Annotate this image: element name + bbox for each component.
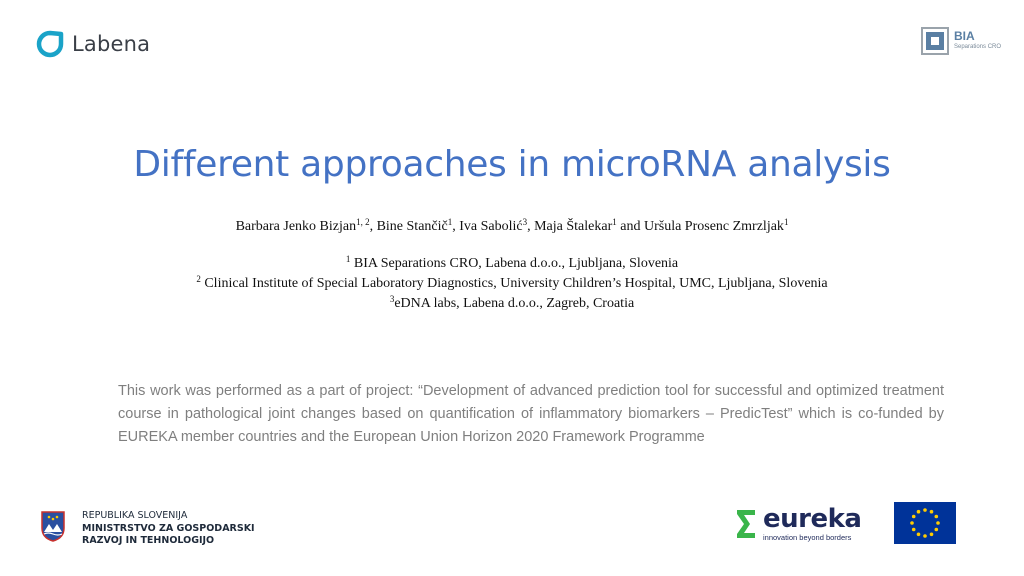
labena-logo-text: Labena — [72, 32, 151, 56]
labena-logo-icon — [36, 30, 64, 58]
affiliation-line — [0, 274, 1024, 294]
affiliation-line — [0, 254, 1024, 274]
affiliation-number: 3 — [389, 294, 395, 304]
author-separator: , — [452, 219, 460, 234]
ministry-line: MINISTRSTVO ZA GOSPODARSKI — [82, 522, 255, 534]
author-affiliation-mark: 3 — [522, 217, 528, 227]
author-separator: , — [527, 219, 535, 234]
affiliation-number: 1 — [345, 254, 351, 264]
eu-flag-icon — [894, 502, 956, 544]
author-affiliation-mark: 1, 2 — [356, 217, 370, 227]
page-title: Different approaches in microRNA analysis — [133, 144, 891, 185]
ministry-logo — [40, 510, 255, 548]
ministry-line: RAZVOJ IN TEHNOLOGIJO — [82, 535, 215, 546]
slovenia-crest-icon — [40, 510, 66, 542]
author-list — [0, 219, 1024, 235]
affiliation-text: Clinical Institute of Special Laboratory Diagnostics, University Children’s Hospital, UMC, Ljubljana, Slovenia — [200, 276, 828, 291]
affiliation-text: eDNA labs, Labena d.o.o., Zagreb, Croatia — [394, 296, 635, 311]
ministry-line: REPUBLIKA SLOVENIJA — [82, 510, 188, 521]
author-name: Uršula Prosenc Zmrzljak — [643, 219, 784, 234]
affiliation-text: BIA Separations CRO, Labena d.o.o., Ljubljana, Slovenia — [350, 256, 679, 271]
bia-logo — [920, 26, 1001, 56]
author-affiliation-mark: 1 — [612, 217, 617, 227]
author-separator: , — [369, 219, 377, 234]
author-name: Iva Sabolić — [459, 219, 523, 234]
affiliation-list — [0, 254, 1024, 314]
bia-logo-name: BIA — [954, 29, 975, 43]
funding-statement: This work was performed as a part of project: “Development of advanced prediction tool for successful and optimized treatment course in pathological joint changes based on quantification of inflammatory biomarkers – PredicTest” which is co-funded by EUREKA member countries and the European Union Horizon 2020 Framework Programme — [118, 383, 944, 445]
affiliation-number: 2 — [196, 274, 201, 284]
eureka-sigma-icon — [735, 507, 757, 541]
eureka-wordmark: eureka — [763, 504, 862, 534]
author-name: Maja Štalekar — [534, 219, 613, 234]
author-affiliation-mark: 1 — [447, 217, 453, 227]
author-name: Bine Stančič — [376, 219, 448, 234]
bia-logo-subtitle: Separations CRO — [954, 44, 1002, 50]
author-separator: and — [616, 219, 644, 234]
eureka-logo — [735, 506, 861, 542]
author-affiliation-mark: 1 — [783, 217, 789, 227]
author-name: Barbara Jenko Bizjan — [235, 219, 357, 234]
bia-logo-icon — [920, 26, 952, 56]
labena-logo — [36, 28, 150, 60]
affiliation-line — [0, 294, 1024, 314]
eureka-tagline: innovation beyond borders — [763, 533, 852, 542]
